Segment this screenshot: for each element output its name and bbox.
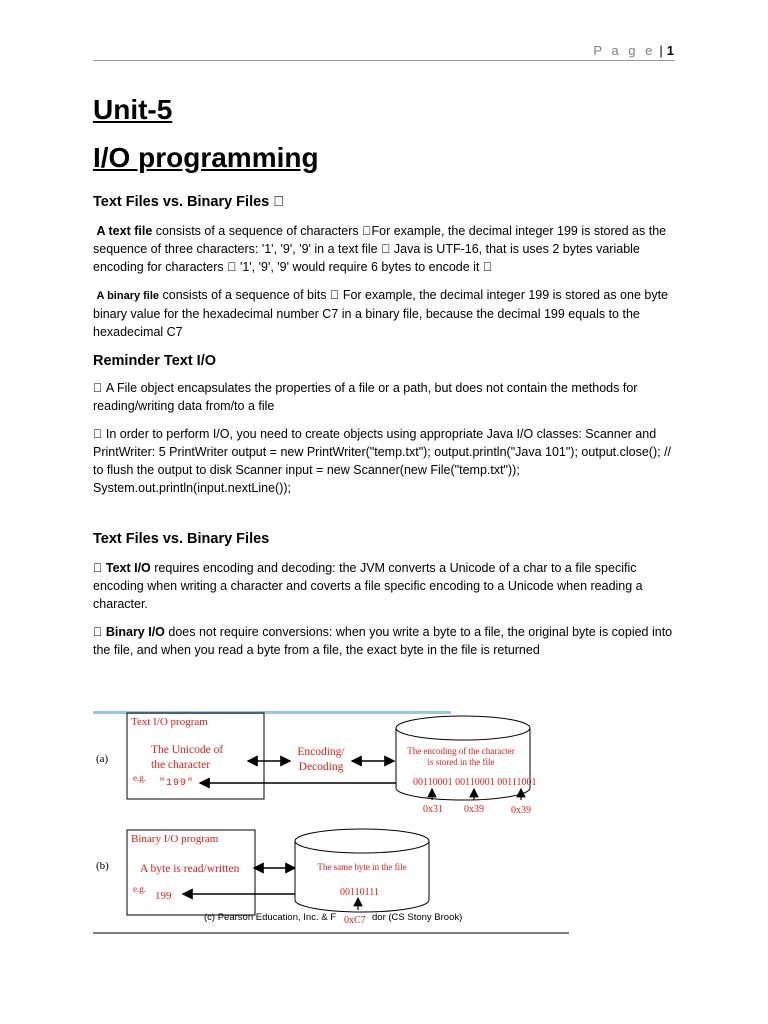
paragraph-lead: A binary file [96,290,160,302]
hex-value: 0x39 [464,804,484,815]
paragraph-text: requires encoding and decoding: the JVM converts a Unicode of a char to a file specific encoding when writing a character and coverts a file specific encoding to a Unicode when reading a character. [93,561,678,593]
paragraph [93,222,678,276]
paragraph [93,607,678,659]
eg-value: 199 [155,890,172,902]
figure-a-label: (a) [96,753,109,765]
text-io-program-title: Text I/O program [131,716,208,728]
section-heading: Reminder Text I/O [93,353,217,369]
decoding-label: Decoding [298,761,344,773]
section-heading: Text Files vs. Binary Files [93,194,270,210]
file-a-bits: 00110001 00110001 00111001 [413,777,537,788]
page-number-header [593,43,674,58]
unicode-line-2: the character [151,759,211,771]
credit-left: (c) Pearson Education, Inc. & F [204,912,337,923]
paragraph-lead: A text file [96,224,153,238]
paragraph-lead: Binary I/O [93,607,153,621]
page-separator: | [659,43,663,58]
hex-value: 0x39 [511,805,531,816]
encoding-label: Encoding/ [297,746,345,758]
document-body [93,88,678,659]
page-label: P a g e [593,43,656,58]
credit-right: dor (CS Stony Brook) [372,912,463,923]
paragraph [93,286,678,341]
io-diagram [93,708,573,938]
eg-value: "199" [159,778,195,789]
file-a-line-2: is stored in the file [427,757,495,767]
file-a-line-1: The encoding of the character [407,746,515,756]
hex-value-b: 0xC7 [344,915,366,926]
binary-io-program-title: Binary I/O program [131,833,219,845]
topic-title: I/O programming [93,142,319,173]
figure-b-label: (b) [96,860,109,872]
file-b-text: The same byte in the file [317,862,407,872]
paragraph: In order to perform I/O, you need to create objects using appropriate Java I/O classes: Scanner and PrintWriter: 5 PrintWriter output = new PrintWriter("temp.txt"); output.println("Java 101"); output.close(); // to flush the output to disk Scanner input = new Scanner(new File("temp.txt")); System.out.println(input.nextLine()); [93,427,672,495]
eg-label: e.g. [133,884,146,894]
paragraph-bullet [93,561,106,575]
header-rule [93,60,675,61]
paragraph [93,559,678,613]
hex-value: 0x31 [423,804,443,815]
section-heading: Text Files vs. Binary Files [93,531,270,547]
eg-label: e.g. [133,773,146,783]
paragraph-lead: Text I/O [93,561,138,575]
page-number: 1 [666,43,674,58]
paragraph-bullet [93,625,106,639]
paragraph-text: consists of a sequence of characters For example, the decimal integer 199 is stored as the sequence of three characters: '1', '9', '9' in a text file Java is UTF-16, that is uses 2 bytes variable encoding for characters '1', '9', '9' would require 6 bytes to encode it [93,224,657,274]
paragraph-text: does not require conversions: when you write a byte to a file, the original byte is copied into the file, and when you read a byte from a file, the exact byte in the file is returned [93,607,660,639]
unicode-line-1: The Unicode of [151,744,224,756]
unit-title: Unit-5 [93,94,173,125]
file-b-bits: 00110111 [340,887,379,898]
paragraph-text: consists of a sequence of bits For example, the decimal integer 199 is stored as one byte binary value for the hexadecimal number C7 in a binary file, because the decimal 199 equals to the hexadecimal C7 [93,288,656,339]
byte-read-written: A byte is read/written [140,863,240,875]
paragraph: A File object encapsulates the properties of a file or a path, but does not contain the methods for reading/writing data from/to a file [93,381,625,413]
